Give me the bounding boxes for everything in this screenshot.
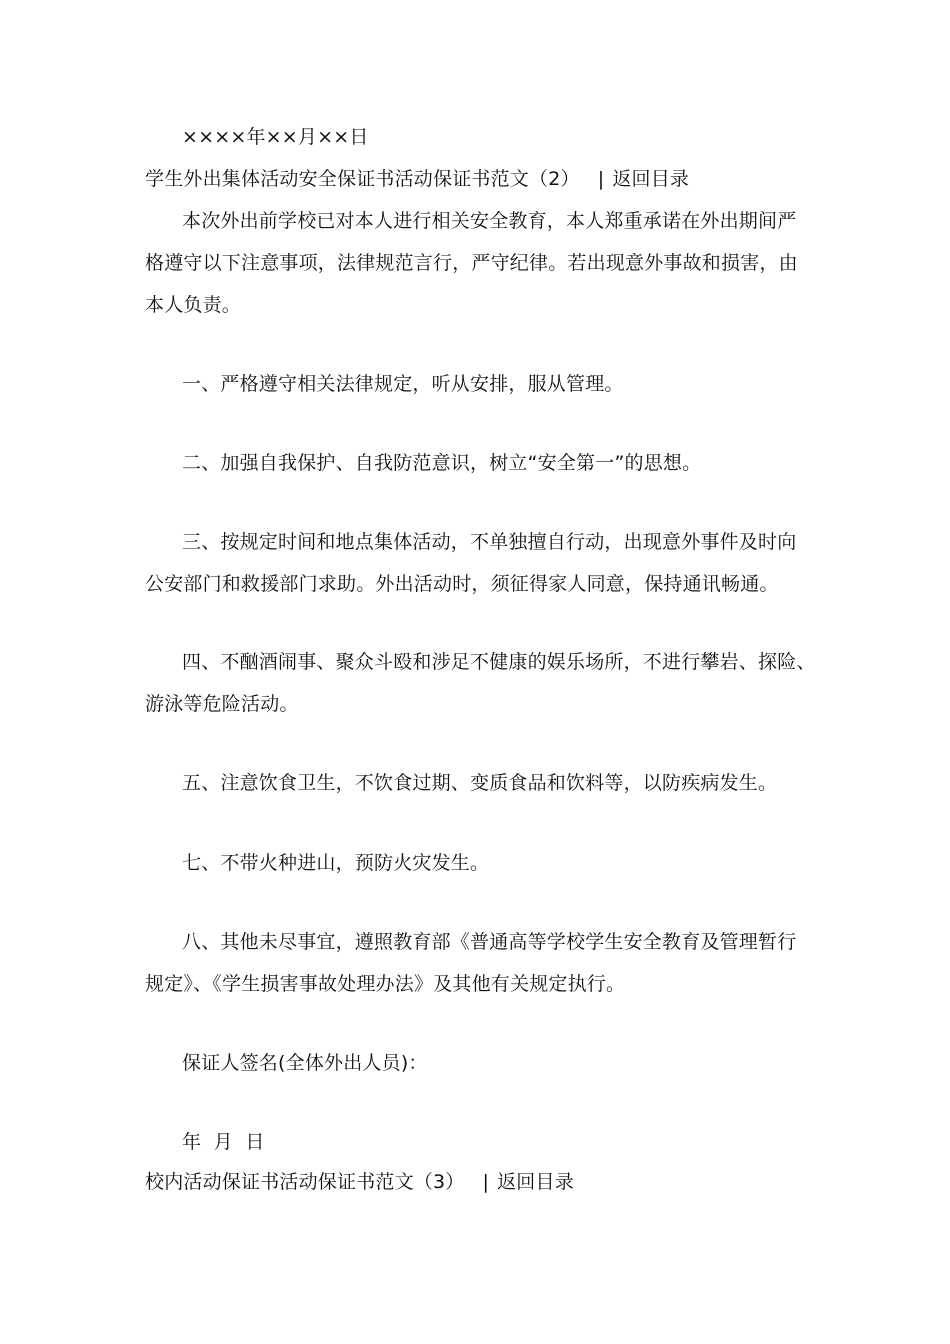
item-5-line-1: 五、注意饮食卫生，不饮食过期、变质食品和饮料等，以防疾病发生。 [182,772,778,794]
section-3-back-to-toc-link[interactable]: 返回目录 [497,1171,574,1193]
date-line: ××××年××月××日 [182,126,369,148]
section-2-back-to-toc-link[interactable]: 返回目录 [612,168,690,190]
signature-label: 保证人签名(全体外出人员)： [182,1052,428,1074]
section-3-heading [145,1170,574,1194]
section-3-title: 校内活动保证书活动保证书范文（3） [145,1171,465,1193]
item-3-line-1: 三、按规定时间和地点集体活动，不单独擅自行动，出现意外事件及时向 [182,531,797,553]
signature-date-blank: 年 月 日 [182,1131,265,1153]
intro-line-3: 本人负责。 [145,294,242,316]
item-4-line-1: 四、不酗酒闹事、聚众斗殴和涉足不健康的娱乐场所，不进行攀岩、探险、 [182,651,816,673]
intro-line-1: 本次外出前学校已对本人进行相关安全教育，本人郑重承诺在外出期间严 [182,210,797,232]
intro-line-2: 格遵守以下注意事项，法律规范言行，严守纪律。若出现意外事故和损害，由 [145,252,798,274]
item-7-line-1: 七、不带火种进山，预防火灾发生。 [182,852,490,874]
section-2-heading [145,167,689,191]
section-3-separator: | [482,1171,490,1193]
item-8-line-1: 八、其他未尽事宜，遵照教育部《普通高等学校学生安全教育及管理暂行 [182,931,797,953]
item-8-line-2: 规定》、《学生损害事故处理办法》及其他有关规定执行。 [145,973,626,995]
item-2-line-1: 二、加强自我保护、自我防范意识，树立“安全第一”的思想。 [182,452,702,474]
section-2-title: 学生外出集体活动安全保证书活动保证书范文（2） [145,168,580,190]
item-1-line-1: 一、严格遵守相关法律规定，听从安排，服从管理。 [182,373,624,395]
section-2-separator: | [597,168,605,190]
item-3-line-2: 公安部门和救援部门求助。外出活动时，须征得家人同意，保持通讯畅通。 [145,573,779,595]
item-4-line-2: 游泳等危险活动。 [145,693,299,715]
